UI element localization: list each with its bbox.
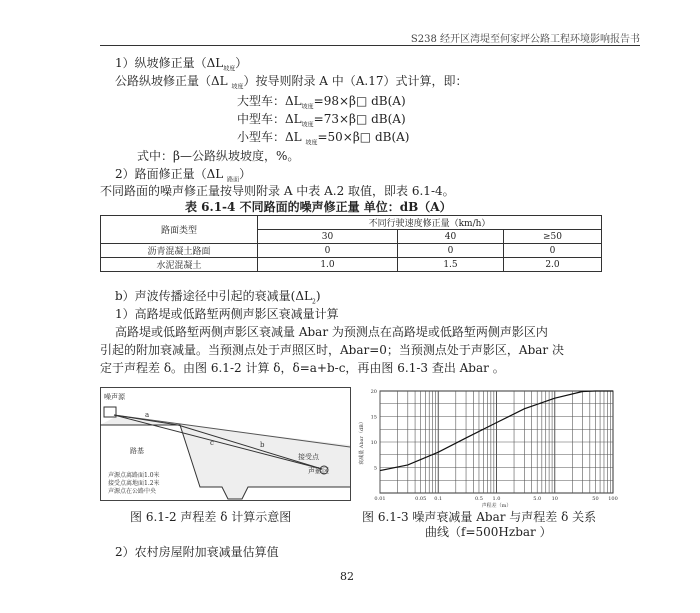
subscript: 路面 xyxy=(227,176,240,184)
y-tick-label: 20 xyxy=(370,389,377,395)
header-cell: 不同行驶速度修正量（km/h） xyxy=(258,216,602,230)
paragraph: 引起的附加衰减量。当预测点处于声照区时，Abar=0；当预测点处于声影区，Abar 决 xyxy=(100,343,564,357)
text: ) xyxy=(315,289,321,303)
header-cell: 30 xyxy=(258,230,398,244)
x-tick-label: 10 xyxy=(551,496,558,502)
x-tick-label: 0.1 xyxy=(434,496,443,502)
y-tick-label: 5 xyxy=(373,465,377,472)
x-tick-label: 0.01 xyxy=(374,496,386,502)
cell: 0 xyxy=(398,244,504,258)
x-tick-label: 1.0 xyxy=(492,496,501,502)
label: c xyxy=(210,439,214,447)
y-tick-label: 15 xyxy=(370,414,377,421)
subscript: 坡度 xyxy=(231,83,244,91)
text: ） xyxy=(235,56,248,70)
subscript: 2 xyxy=(312,298,316,306)
text: 1）纵坡修正量（ΔL xyxy=(115,56,224,70)
cell: 0 xyxy=(258,244,398,258)
subscript: 坡度 xyxy=(223,65,236,73)
label: 接受点 xyxy=(298,453,319,461)
header-cell: 路面类型 xyxy=(101,216,258,244)
text: 2）路面修正量（ΔL xyxy=(115,167,228,181)
subscript: 坡度 xyxy=(301,121,314,129)
header-cell: 40 xyxy=(398,230,504,244)
x-tick-label: 0.5 xyxy=(474,496,483,502)
paragraph: 不同路面的噪声修正量按导则附录 A 中表 A.2 取值，即表 6.1-4。 xyxy=(100,184,455,198)
x-tick-label: 0.05 xyxy=(415,496,427,502)
x-tick-label: 100 xyxy=(608,496,618,502)
x-tick-label: 5.0 xyxy=(533,496,542,502)
x-tick-label: 50 xyxy=(592,496,599,502)
table-row xyxy=(101,258,602,272)
label: 路基 xyxy=(130,447,144,455)
abar-chart xyxy=(355,385,620,510)
figure-caption: 图 6.1-2 声程差 δ 计算示意图 xyxy=(130,510,292,524)
correction-table xyxy=(100,215,602,272)
label: b xyxy=(260,441,265,449)
figure-caption: 曲线（f=500Hzbar ） xyxy=(425,525,552,539)
y-axis-label: 衰减量 Abar（dB） xyxy=(359,419,365,465)
note: 声源点离路面1.0米 xyxy=(108,472,160,479)
paragraph: 定于声程差 δ。由图 6.1-2 计算 δ，δ=a+b-c，再由图 6.1-3 查出 Abar 。 xyxy=(100,361,505,375)
label: 噪声源 xyxy=(104,393,125,401)
cell: 0 xyxy=(504,244,602,258)
subscript: 坡度 xyxy=(301,103,314,111)
cell: 1.5 xyxy=(398,258,504,272)
path-difference-diagram xyxy=(100,387,352,502)
where-note: 式中：β—公路纵坡坡度，%。 xyxy=(137,149,300,163)
table-row xyxy=(101,244,602,258)
subsection: 2）农村房屋附加衰减量估算值 xyxy=(115,545,279,559)
cell: 1.0 xyxy=(258,258,398,272)
cell: 沥青混凝土路面 xyxy=(101,244,258,258)
y-tick-label: 10 xyxy=(370,440,377,446)
running-header: S238 经开区湾堤至何家坪公路工程环境影响报告书 xyxy=(100,30,640,46)
text: ） xyxy=(239,167,252,181)
table-caption: 表 6.1-4 不同路面的噪声修正量 单位：dB（A） xyxy=(185,200,452,214)
text: b）声波传播途径中引起的衰减量(ΔL xyxy=(115,289,312,303)
subsection: 1）高路堤或低路堑两侧声影区衰减量计算 xyxy=(115,307,339,321)
cell: 2.0 xyxy=(504,258,602,272)
paragraph: 高路堤或低路堑两侧声影区衰减量 Abar 为预测点在高路堤或低路堑两侧声影区内 xyxy=(115,325,548,339)
text: 大型车：ΔL xyxy=(237,94,302,108)
cell: 水泥混凝土 xyxy=(101,258,258,272)
page-number: 82 xyxy=(340,570,354,583)
text: 公路纵坡修正量（ΔL xyxy=(115,74,232,88)
text: 小型车：ΔL xyxy=(237,130,306,144)
subscript: 坡度 xyxy=(305,139,318,147)
header-cell: ≥50 xyxy=(504,230,602,244)
figure-caption: 图 6.1-3 噪声衰减量 Abar 与声程差 δ 关系 xyxy=(362,510,597,524)
text: =98×β□ dB(A) xyxy=(313,94,406,108)
x-axis-label: 声程差（m） xyxy=(481,503,512,509)
label: a xyxy=(145,411,150,419)
text: ）按导则附录 A 中（A.17）式计算，即： xyxy=(243,74,468,88)
note: 接受点离地面1.2米 xyxy=(108,480,160,487)
text: 中型车：ΔL xyxy=(237,112,302,126)
label: 声影区 xyxy=(308,467,329,475)
note: 声源点在公路中央 xyxy=(108,488,157,495)
text: =50×β□ dB(A) xyxy=(317,130,410,144)
text: =73×β□ dB(A) xyxy=(313,112,406,126)
